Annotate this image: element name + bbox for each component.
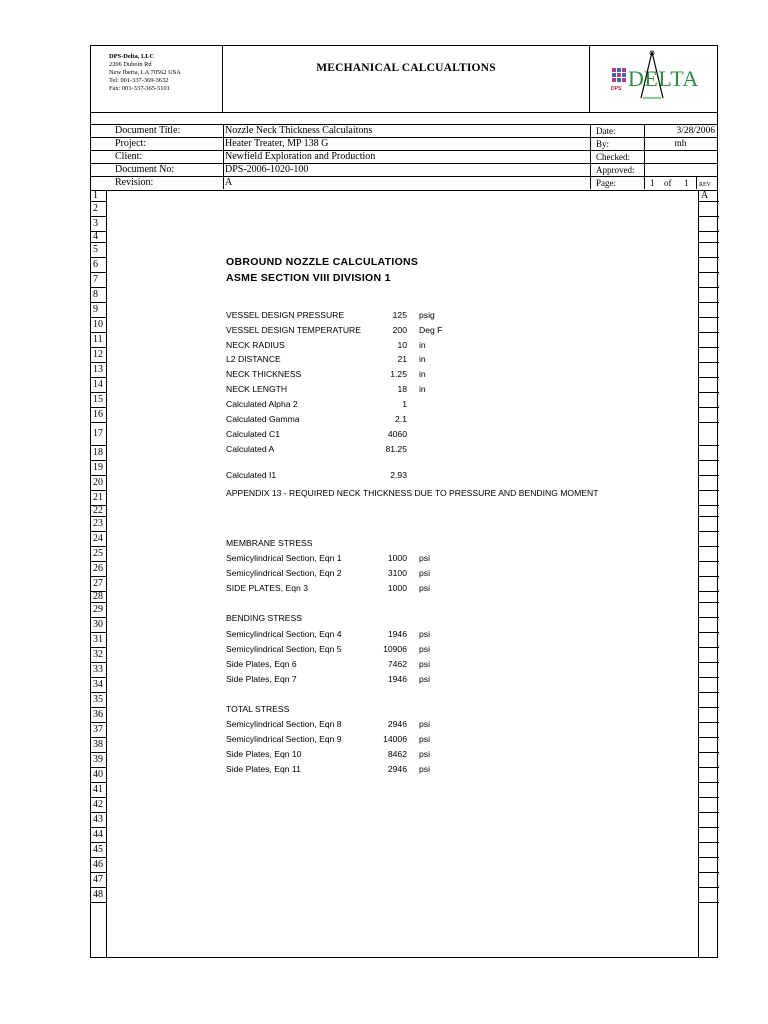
line-number: 36 xyxy=(91,708,107,723)
revision-cell xyxy=(699,423,719,446)
param-row-unit: in xyxy=(419,384,426,394)
page-of-label: of xyxy=(664,178,672,188)
param-row-label: NECK LENGTH xyxy=(226,384,288,394)
line-number: 20 xyxy=(91,476,107,491)
revision-cell xyxy=(699,633,719,648)
revision-column xyxy=(698,191,718,957)
revision-cell xyxy=(699,738,719,753)
revision-cell xyxy=(699,506,719,517)
info-value: Nozzle Neck Thickness Calculaitons xyxy=(225,125,373,136)
company-fax: Fax: 001-337-365-5101 xyxy=(109,85,170,92)
revision-cell: A xyxy=(699,191,719,202)
company-name: DPS-Delta, LLC xyxy=(109,53,155,60)
param-row-label: Calculated A xyxy=(226,444,275,454)
revision-cell xyxy=(699,491,719,506)
param-row-value: 21 xyxy=(397,354,407,364)
total-row-label: Side Plates, Eqn 10 xyxy=(226,749,302,759)
company-tel: Tel: 001-337-369-3632 xyxy=(109,77,169,84)
info-row-revision xyxy=(90,177,718,191)
info-value: Newfield Exploration and Production xyxy=(225,151,376,162)
param-row-value: 1 xyxy=(402,399,407,409)
revision-cell xyxy=(699,577,719,592)
total-row-value: 8462 xyxy=(387,749,407,759)
line-number: 22 xyxy=(91,506,107,517)
total-row-value: 14006 xyxy=(383,734,407,744)
membrane-row-unit: psi xyxy=(419,583,430,593)
revision-cell xyxy=(699,753,719,768)
param-row-label: Calculated I1 xyxy=(226,470,277,480)
param-row-label: VESSEL DESIGN TEMPERATURE xyxy=(226,325,361,335)
param-row-unit: in xyxy=(419,354,426,364)
revision-cell xyxy=(699,303,719,318)
info-right-value: 3/28/2006 xyxy=(676,126,715,136)
param-row-value: 125 xyxy=(392,310,407,320)
revision-cell xyxy=(699,273,719,288)
line-number-column xyxy=(91,191,107,957)
line-number: 5 xyxy=(91,243,107,258)
param-row-value: 18 xyxy=(397,384,407,394)
line-number: 26 xyxy=(91,562,107,577)
line-number: 11 xyxy=(91,333,107,348)
bending-row-label: Semicylindrical Section, Eqn 5 xyxy=(226,644,342,654)
info-row-document-title xyxy=(90,125,718,138)
line-number: 15 xyxy=(91,393,107,408)
revision-cell xyxy=(699,461,719,476)
line-number: 39 xyxy=(91,753,107,768)
param-row-value: 10 xyxy=(397,340,407,350)
line-number: 6 xyxy=(91,258,107,273)
company-address-line2: New Iberia, LA 70562 USA xyxy=(109,69,181,76)
logo-sub-text: DPS xyxy=(611,86,622,92)
line-number: 7 xyxy=(91,273,107,288)
calculation-sheet xyxy=(90,45,718,958)
revision-cell xyxy=(699,783,719,798)
revision-cell xyxy=(699,333,719,348)
revision-cell xyxy=(699,476,719,491)
line-number: 29 xyxy=(91,603,107,618)
param-row-label: L2 DISTANCE xyxy=(226,354,281,364)
param-row-label: Calculated Gamma xyxy=(226,414,300,424)
bending-row-label: Semicylindrical Section, Eqn 4 xyxy=(226,629,342,639)
page-label: Page: xyxy=(596,178,616,188)
param-row-value: 81.25 xyxy=(385,444,407,454)
line-number: 46 xyxy=(91,858,107,873)
info-label: Client: xyxy=(115,151,143,162)
total-row-value: 2946 xyxy=(387,719,407,729)
revision-cell xyxy=(699,288,719,303)
bending-row-label: Side Plates, Eqn 6 xyxy=(226,659,297,669)
line-number: 2 xyxy=(91,202,107,217)
calc-title: OBROUND NOZZLE CALCULATIONS xyxy=(226,256,419,268)
revision-cell xyxy=(699,258,719,273)
rev-label: REV xyxy=(699,182,711,188)
line-number: 13 xyxy=(91,363,107,378)
bending-row-unit: psi xyxy=(419,659,430,669)
param-row-value: 2.93 xyxy=(390,470,407,480)
line-number: 41 xyxy=(91,783,107,798)
revision-cell xyxy=(699,858,719,873)
param-row-label: Calculated Alpha 2 xyxy=(226,399,298,409)
bending-row-value: 1946 xyxy=(387,674,407,684)
revision-cell xyxy=(699,217,719,232)
info-label: Document Title: xyxy=(115,125,181,136)
revision-cell xyxy=(699,348,719,363)
param-row-unit: in xyxy=(419,340,426,350)
revision-cell xyxy=(699,723,719,738)
line-number: 4 xyxy=(91,232,107,243)
revision-cell xyxy=(699,693,719,708)
line-number: 30 xyxy=(91,618,107,633)
info-right-label: Approved: xyxy=(596,165,635,175)
line-number: 47 xyxy=(91,873,107,888)
line-number: 10 xyxy=(91,318,107,333)
total-row-label: Side Plates, Eqn 11 xyxy=(226,764,301,774)
info-row-client xyxy=(90,151,718,164)
line-number: 16 xyxy=(91,408,107,423)
line-number: 34 xyxy=(91,678,107,693)
revision-cell xyxy=(699,202,719,217)
line-number: 24 xyxy=(91,532,107,547)
revision-cell xyxy=(699,547,719,562)
revision-cell xyxy=(699,318,719,333)
param-row-label: Calculated C1 xyxy=(226,429,280,439)
revision-cell xyxy=(699,678,719,693)
line-number: 31 xyxy=(91,633,107,648)
param-row-unit: Deg F xyxy=(419,325,443,335)
line-number: 44 xyxy=(91,828,107,843)
membrane-stress-heading: MEMBRANE STRESS xyxy=(226,538,313,548)
calc-subtitle: ASME SECTION VIII DIVISION 1 xyxy=(226,272,391,284)
param-row-value: 4060 xyxy=(387,429,407,439)
revision-cell xyxy=(699,532,719,547)
bending-stress-heading: BENDING STRESS xyxy=(226,613,302,623)
revision-cell xyxy=(699,232,719,243)
line-number: 43 xyxy=(91,813,107,828)
total-row-unit: psi xyxy=(419,764,430,774)
revision-cell xyxy=(699,663,719,678)
revision-cell xyxy=(699,363,719,378)
param-row-label: NECK RADIUS xyxy=(226,340,285,350)
revision-cell xyxy=(699,618,719,633)
info-value: Heater Treater, MP 138 G xyxy=(225,138,329,149)
membrane-row-label: Semicylindrical Section, Eqn 2 xyxy=(226,568,342,578)
line-number: 9 xyxy=(91,303,107,318)
info-right-label: Date: xyxy=(596,126,616,136)
membrane-row-label: Semicylindrical Section, Eqn 1 xyxy=(226,553,342,563)
info-value: DPS-2006-1020-100 xyxy=(225,164,309,175)
page-total: 1 xyxy=(684,178,689,188)
page-counter xyxy=(644,177,717,189)
bending-row-unit: psi xyxy=(419,629,430,639)
param-row-unit: psig xyxy=(419,310,435,320)
line-number: 27 xyxy=(91,577,107,592)
line-number: 19 xyxy=(91,461,107,476)
revision-cell xyxy=(699,393,719,408)
revision-value: A xyxy=(225,177,233,188)
line-number: 12 xyxy=(91,348,107,363)
bending-row-label: Side Plates, Eqn 7 xyxy=(226,674,297,684)
param-row-value: 2.1 xyxy=(395,414,407,424)
info-label: Project: xyxy=(115,138,147,149)
revision-cell xyxy=(699,603,719,618)
total-row-value: 2946 xyxy=(387,764,407,774)
line-number: 23 xyxy=(91,517,107,532)
bending-row-value: 1946 xyxy=(387,629,407,639)
line-number: 1 xyxy=(91,191,107,202)
info-row-document-no xyxy=(90,164,718,177)
bending-row-unit: psi xyxy=(419,674,430,684)
appendix-note: APPENDIX 13 - REQUIRED NECK THICKNESS DUE TO PRESSURE AND BENDING MOMENT xyxy=(226,488,599,498)
total-row-label: Semicylindrical Section, Eqn 8 xyxy=(226,719,342,729)
revision-cell xyxy=(699,592,719,603)
line-number: 45 xyxy=(91,843,107,858)
line-number: 28 xyxy=(91,592,107,603)
line-number: 33 xyxy=(91,663,107,678)
info-label: Revision: xyxy=(115,177,154,188)
logo-text: DELTA xyxy=(628,66,699,91)
revision-cell xyxy=(699,843,719,858)
info-right-label: Checked: xyxy=(596,152,630,162)
total-stress-heading: TOTAL STRESS xyxy=(226,704,290,714)
info-right-label: By: xyxy=(596,139,610,149)
bending-row-value: 7462 xyxy=(387,659,407,669)
revision-cell xyxy=(699,408,719,423)
revision-cell xyxy=(699,708,719,723)
revision-cell xyxy=(699,813,719,828)
param-row-label: NECK THICKNESS xyxy=(226,369,302,379)
info-right-value: mh xyxy=(674,139,687,149)
param-row-value: 1.25 xyxy=(390,369,407,379)
spacer-row xyxy=(90,113,718,125)
membrane-row-label: SIDE PLATES, Eqn 3 xyxy=(226,583,308,593)
param-row-value: 200 xyxy=(392,325,407,335)
line-number: 40 xyxy=(91,768,107,783)
company-address-line1: 2206 Duboin Rd xyxy=(109,61,152,68)
bending-row-unit: psi xyxy=(419,644,430,654)
line-number: 35 xyxy=(91,693,107,708)
param-row-unit: in xyxy=(419,369,426,379)
line-number: 42 xyxy=(91,798,107,813)
revision-cell xyxy=(699,446,719,461)
logo-grid-icon xyxy=(612,68,626,82)
line-number: 17 xyxy=(91,423,107,446)
membrane-row-unit: psi xyxy=(419,553,430,563)
bending-row-value: 10906 xyxy=(383,644,407,654)
line-number: 8 xyxy=(91,288,107,303)
info-row-project xyxy=(90,138,718,151)
total-row-unit: psi xyxy=(419,734,430,744)
delta-logo xyxy=(590,46,717,112)
line-number: 25 xyxy=(91,547,107,562)
membrane-row-value: 1000 xyxy=(387,583,407,593)
line-number: 21 xyxy=(91,491,107,506)
line-number: 38 xyxy=(91,738,107,753)
revision-cell xyxy=(699,873,719,888)
revision-cell xyxy=(699,517,719,532)
page-number: 1 xyxy=(650,178,655,188)
revision-cell xyxy=(699,768,719,783)
company-block xyxy=(91,46,223,112)
revision-cell xyxy=(699,562,719,577)
line-number: 48 xyxy=(91,888,107,903)
line-number: 32 xyxy=(91,648,107,663)
line-number: 3 xyxy=(91,217,107,232)
param-row-label: VESSEL DESIGN PRESSURE xyxy=(226,310,345,320)
info-label: Document No: xyxy=(115,164,175,175)
revision-cell xyxy=(699,888,719,903)
total-row-label: Semicylindrical Section, Eqn 9 xyxy=(226,734,342,744)
membrane-row-value: 3100 xyxy=(387,568,407,578)
total-row-unit: psi xyxy=(419,719,430,729)
calculation-grid xyxy=(90,191,718,958)
membrane-row-unit: psi xyxy=(419,568,430,578)
revision-cell xyxy=(699,243,719,258)
membrane-row-value: 1000 xyxy=(387,553,407,563)
revision-cell xyxy=(699,378,719,393)
revision-cell xyxy=(699,828,719,843)
sheet-header xyxy=(90,45,718,113)
line-number: 37 xyxy=(91,723,107,738)
line-number: 18 xyxy=(91,446,107,461)
total-row-unit: psi xyxy=(419,749,430,759)
document-heading: MECHANICAL CALCUALTIONS xyxy=(223,46,590,112)
revision-cell xyxy=(699,798,719,813)
revision-cell xyxy=(699,648,719,663)
line-number: 14 xyxy=(91,378,107,393)
